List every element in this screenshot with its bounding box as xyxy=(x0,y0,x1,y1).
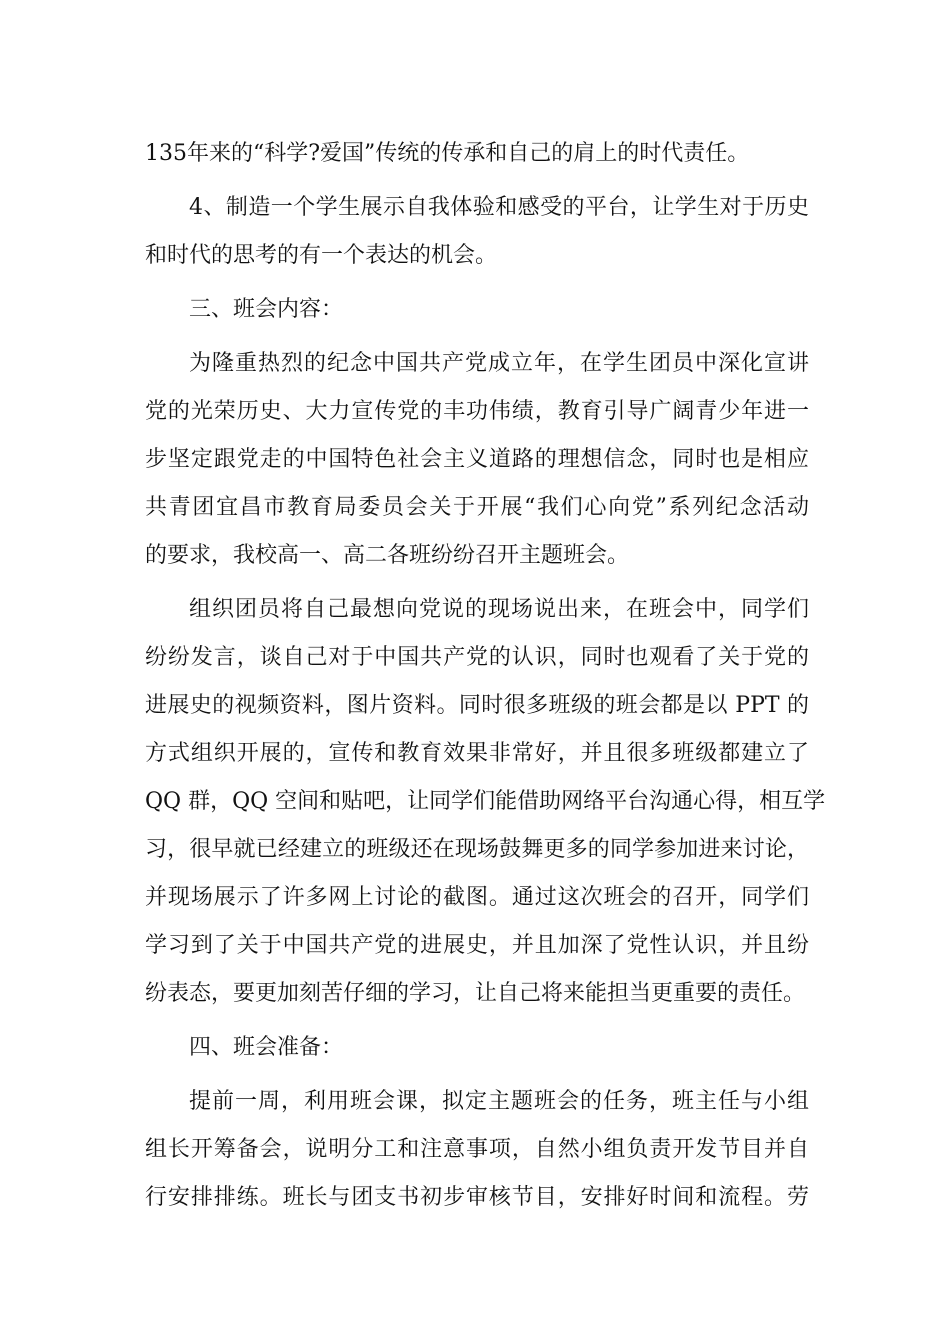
text-line: 纷纷发言，谈自己对于中国共产党的认识，同时也观看了关于党的 xyxy=(145,645,809,670)
text-line: 135年来的“科学?爱国”传统的传承和自己的肩上的时代责任。 xyxy=(145,141,750,166)
paragraph-goal-4 xyxy=(145,184,809,280)
heading-class-content xyxy=(145,286,809,334)
section-heading: 四、班会准备： xyxy=(189,1035,344,1060)
text-line: 共青团宜昌市教育局委员会关于开展“我们心向党”系列纪念活动 xyxy=(145,495,809,520)
text-line: 步坚定跟党走的中国特色社会主义道路的理想信念，同时也是相应 xyxy=(145,447,809,472)
heading-class-preparation xyxy=(145,1024,809,1072)
text-line: 的要求，我校高一、高二各班纷纷召开主题班会。 xyxy=(145,543,630,568)
text-line: 党的光荣历史、大力宣传党的丰功伟绩，教育引导广阔青少年进一 xyxy=(145,399,809,424)
text-line: 4、制造一个学生展示自我体验和感受的平台，让学生对于历史 xyxy=(189,195,809,220)
text-line: QQ 群，QQ 空间和贴吧，让同学们能借助网络平台沟通心得，相互学 xyxy=(145,789,826,814)
text-line: 组织团员将自己最想向党说的现场说出来，在班会中，同学们 xyxy=(189,597,809,622)
text-line: 习，很早就已经建立的班级还在现场鼓舞更多的同学参加进来讨论， xyxy=(145,837,809,862)
paragraph-history-legacy xyxy=(145,130,809,178)
section-heading: 三、班会内容： xyxy=(189,297,344,322)
text-line: 并现场展示了许多网上讨论的截图。通过这次班会的召开，同学们 xyxy=(145,885,809,910)
document-body xyxy=(145,130,826,1222)
paragraph-content-activities xyxy=(145,586,826,1018)
text-line: 进展史的视频资料，图片资料。同时很多班级的班会都是以 PPT 的 xyxy=(145,693,809,718)
text-line: 纷表态，要更加刻苦仔细的学习，让自己将来能担当更重要的责任。 xyxy=(145,981,806,1006)
text-line: 和时代的思考的有一个表达的机会。 xyxy=(145,243,498,268)
text-line: 方式组织开展的，宣传和教育效果非常好，并且很多班级都建立了 xyxy=(145,741,809,766)
text-line: 组长开筹备会，说明分工和注意事项，自然小组负责开发节目并自 xyxy=(145,1137,809,1162)
text-line: 提前一周，利用班会课，拟定主题班会的任务，班主任与小组 xyxy=(189,1089,809,1114)
paragraph-content-intro xyxy=(145,340,809,580)
text-line: 行安排排练。班长与团支书初步审核节目，安排好时间和流程。劳 xyxy=(145,1185,809,1210)
text-line: 为隆重热烈的纪念中国共产党成立年，在学生团员中深化宣讲 xyxy=(189,351,809,376)
text-line: 学习到了关于中国共产党的进展史，并且加深了党性认识，并且纷 xyxy=(145,933,809,958)
paragraph-preparation xyxy=(145,1078,809,1222)
